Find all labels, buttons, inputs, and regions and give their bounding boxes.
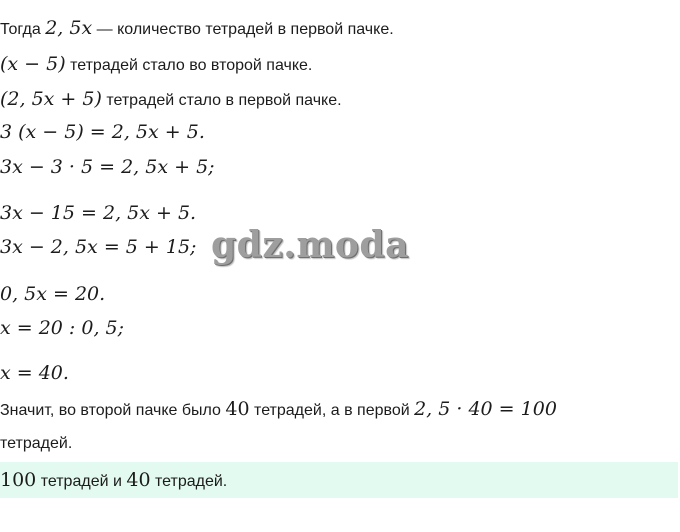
math-expr: 3x − 2, 5x = 5 + 15;	[0, 236, 197, 258]
line-1	[0, 17, 394, 41]
math-expr: (2, 5x + 5)	[0, 88, 102, 110]
line-5	[0, 156, 215, 180]
math-expr: 40	[126, 469, 151, 491]
line-6	[0, 202, 196, 226]
math-expr: 100	[0, 469, 37, 491]
math-expr: x = 40.	[0, 362, 69, 384]
math-expr: 2, 5x	[45, 17, 93, 39]
line-text: тетрадей, а в первой	[249, 402, 415, 419]
math-expr: 40	[225, 398, 250, 420]
math-expr: 2, 5 · 40 = 100	[414, 398, 557, 420]
line-11	[0, 398, 557, 422]
line-10	[0, 362, 69, 386]
math-expr: (x − 5)	[0, 53, 66, 75]
line-text: тетрадей стало во второй пачке.	[65, 57, 313, 74]
line-3	[0, 88, 342, 112]
answer-text: тетрадей и	[36, 473, 127, 490]
line-text: тетрадей.	[0, 435, 73, 452]
math-expr: 0, 5x = 20.	[0, 283, 106, 305]
line-7	[0, 236, 196, 260]
line-2	[0, 53, 312, 77]
line-12	[0, 433, 72, 455]
answer-line	[0, 469, 227, 493]
math-expr: 3x − 15 = 2, 5x + 5.	[0, 202, 197, 224]
answer-text: тетрадей.	[150, 473, 228, 490]
line-text: — количество тетрадей в первой пачке.	[92, 21, 394, 38]
line-4	[0, 121, 205, 145]
line-text: тетрадей стало в первой пачке.	[101, 92, 342, 109]
line-9	[0, 317, 124, 341]
math-expr: 3x − 3 · 5 = 2, 5x + 5;	[0, 156, 215, 178]
line-8	[0, 283, 105, 307]
line-text: Тогда	[0, 21, 46, 38]
line-text: Значит, во второй пачке было	[0, 402, 226, 419]
math-expr: x = 20 : 0, 5;	[0, 317, 125, 339]
answer-box	[0, 462, 678, 498]
watermark-logo: gdz.moda	[211, 224, 409, 266]
math-expr: 3 (x − 5) = 2, 5x + 5.	[0, 121, 205, 143]
